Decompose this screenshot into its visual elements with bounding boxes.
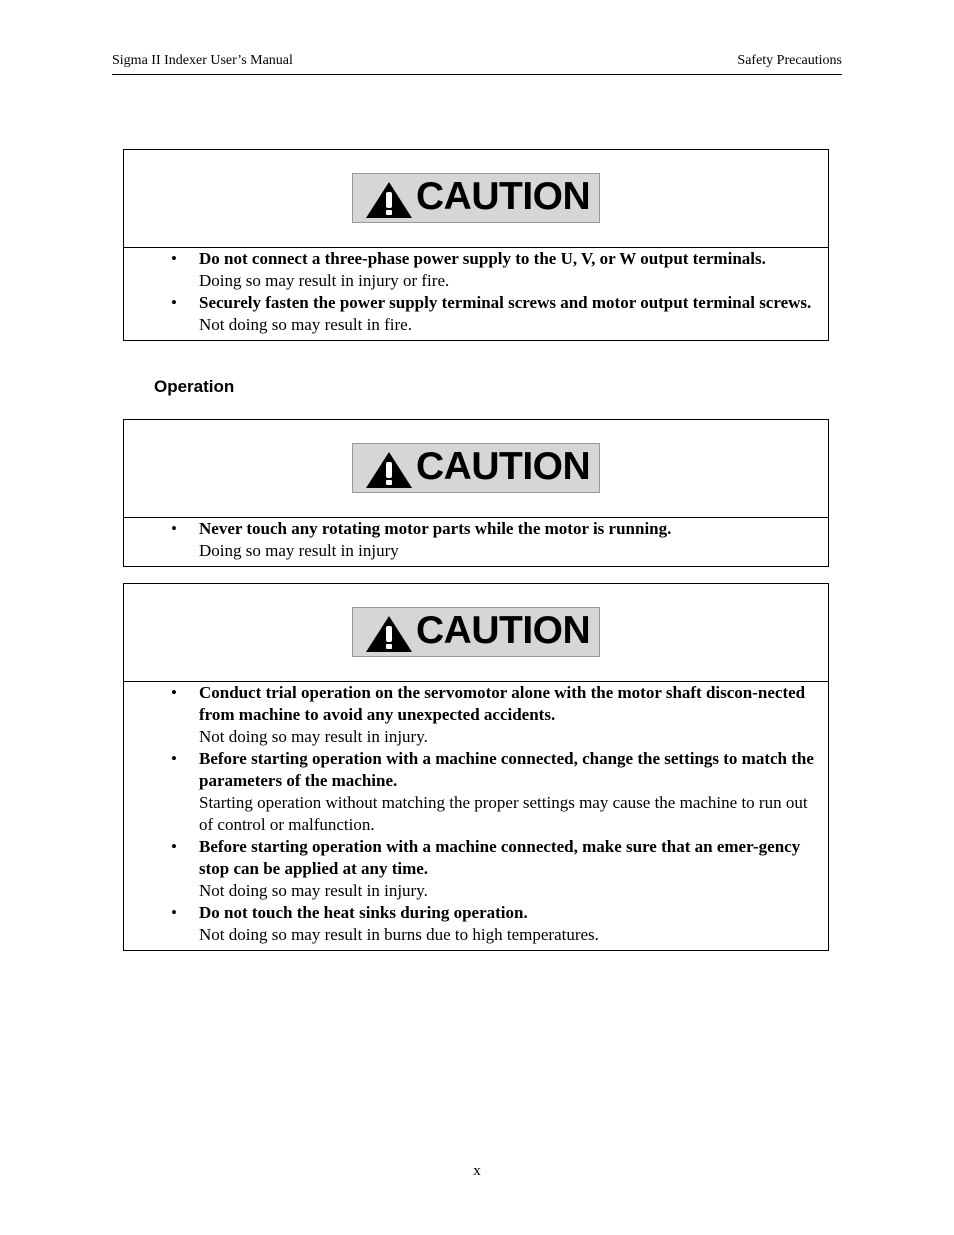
item-text: Doing so may result in injury [199,541,399,560]
item-heading: Securely fasten the power supply terminal screws and motor output terminal screws. [199,293,812,312]
bullet: • [171,837,177,856]
section-title-operation: Operation [154,377,235,396]
item-text: Not doing so may result in burns due to high temperatures. [199,925,599,944]
caution-banner [352,607,600,657]
item-heading: Before starting operation with a machine connected, make sure that an emer-gency stop can be applied at any time. [199,837,801,878]
list-item [124,836,828,902]
item-text: Doing so may result in injury or fire. [199,271,450,290]
list-item [124,518,828,562]
list-item [124,248,828,292]
caution-box-1 [123,149,829,341]
item-heading: Never touch any rotating motor parts while the motor is running. [199,519,672,538]
section-header-title: Safety Precautions [737,53,842,68]
page-header [112,52,842,75]
warning-triangle-icon [365,181,413,219]
caution-banner-area [124,584,828,682]
item-text: Not doing so may result in injury. [199,727,428,746]
list-item [124,292,828,336]
bullet: • [171,519,177,538]
caution-banner-area [124,420,828,518]
caution-label: CAUTION [416,445,591,488]
caution-box-3 [123,583,829,951]
item-heading: Conduct trial operation on the servomotor alone with the motor shaft discon-nected from machine to avoid any unexpected accidents. [199,683,806,724]
bullet: • [171,293,177,312]
warning-triangle-icon [365,451,413,489]
item-text: Not doing so may result in injury. [199,881,428,900]
caution-banner [352,173,600,223]
manual-title: Sigma II Indexer User’s Manual [112,53,293,68]
list-item [124,902,828,946]
item-text: Not doing so may result in fire. [199,315,412,334]
bullet: • [171,249,177,268]
caution-box-2 [123,419,829,567]
caution-label: CAUTION [416,175,591,218]
item-heading: Do not touch the heat sinks during operation. [199,903,528,922]
caution-label: CAUTION [416,609,591,652]
bullet: • [171,749,177,768]
item-heading: Do not connect a three-phase power supply to the U, V, or W output terminals. [199,249,766,268]
page-number: x [473,1163,481,1179]
warning-triangle-icon [365,615,413,653]
item-text: Starting operation without matching the proper settings may cause the machine to run out of control or malfunction. [199,793,808,834]
caution-banner-area [124,150,828,248]
item-heading: Before starting operation with a machine connected, change the settings to match the parameters of the machine. [199,749,814,790]
caution-banner [352,443,600,493]
list-item [124,748,828,836]
list-item [124,682,828,748]
bullet: • [171,903,177,922]
bullet: • [171,683,177,702]
